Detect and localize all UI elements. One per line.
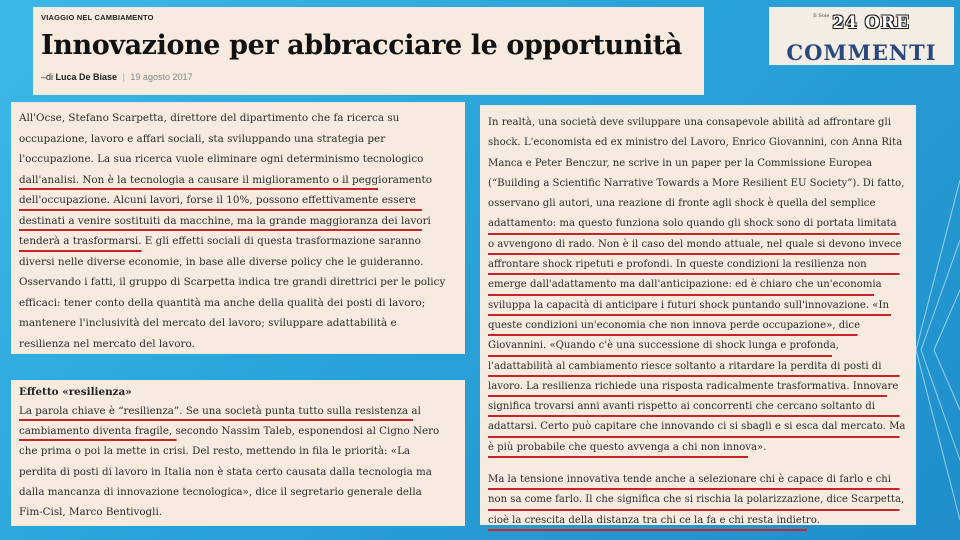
text-line: non sa come farlo. Il che significa che si rischia la polarizzazione, dice Scarpetta, [488, 490, 908, 510]
text-line: Manca e Peter Benczur, ne scrive in un paper per la Commissione Europea [488, 157, 873, 169]
text-line: adattamento: ma questo funziona solo quando gli shock sono di portata limitata [488, 214, 908, 234]
text-line: diversi nelle diverse economie, in base alle diverse policy che le guideranno. [19, 255, 424, 268]
text-line: dell'occupazione. Alcuni lavori, forse il 10%, possono effettivamente essere [19, 190, 457, 211]
text-line: l'adattabilità al cambiamento riesce soltanto a ritardare la perdita di posti di [488, 357, 908, 377]
text-line: occupazione, lavoro e affari sociali, sta sviluppando una strategia per [19, 132, 386, 145]
byline [41, 72, 704, 82]
text-line: emerge dall'adattamento ma dall'anticipazione: ed è chiaro che un'economia [488, 275, 908, 295]
section-kicker: VIAGGIO NEL CAMBIAMENTO [41, 13, 154, 22]
text-line: queste condizioni un'economia che non innova perde occupazione», dice [488, 316, 908, 336]
text-line: mantenere l'inclusività del mercato del lavoro; sviluppare adattabilità e [19, 317, 397, 329]
text-line: che prima o poi la mette in crisi. Del resto, mettendo in fila le priorità: «La [19, 445, 411, 458]
text-line: lavoro. La resilienza richiede una risposta radicalmente trasformativa. Innovare [488, 377, 908, 397]
text-line: affrontare shock ripetuti e profondi. In queste condizioni la resilienza non [488, 255, 908, 275]
text-line: dalla mancanza di innovazione tecnologica», dice il segretario generale della [19, 485, 422, 498]
paragraph-gap [488, 458, 908, 470]
text-line: dall'analisi. Non è la tecnologia a causare il miglioramento o il peggioramento [19, 170, 457, 191]
text-line: resilienza nel mercato del lavoro. [19, 337, 195, 350]
text-line: adattarsi. Certo può capitare che innovando ci si sbagli e si esca dal mercato. Ma [488, 417, 908, 437]
text-line: (“Building a Scientific Narrative Towards a More Resilient EU Society”). Di fatto, [488, 177, 905, 189]
text-line: La parola chiave è “resilienza”. Se una società punta tutto sulla resistenza al [19, 401, 457, 421]
text-line: è più probabile che questo avvenga a chi non innova». [488, 438, 908, 458]
text-line: perdita di posti di lavoro in Italia non è stata certo causata dalla tecnologia ma [19, 465, 432, 478]
subsection-body [19, 401, 457, 522]
text-line: o avvengono di rado. Non è il caso del mondo attuale, nel quale si devono invece [488, 235, 908, 255]
byline-prefix: –di [41, 72, 56, 82]
logo-section-text: COMMENTI [786, 40, 937, 65]
text-line: cioè la crescita della distanza tra chi ce la fa e chi resta indietro. [488, 511, 908, 531]
text-line: Osservando i fatti, il gruppo di Scarpetta indica tre grandi direttrici per le policy [19, 276, 446, 288]
text-line: In realtà, una società deve sviluppare una consapevole abilità ad affrontare gli [488, 117, 891, 128]
text-line: tenderà a trasformarsi. E gli effetti sociali di questa trasformazione saranno [19, 231, 457, 252]
article-header [33, 7, 704, 95]
decorative-lines [916, 120, 960, 540]
text-line: cambiamento diventa fragile, secondo Nassim Taleb, esponendosi al Cigno Nero [19, 421, 457, 441]
text-line: l'occupazione. La sua ricerca vuole eliminare ogni determinismo tecnologico [19, 153, 424, 165]
logo-small-text: Il Sole [813, 13, 830, 19]
text-line: Ma la tensione innovativa tende anche a selezionare chi è capace di farlo e chi [488, 470, 908, 490]
author-name: Luca De Biase [55, 72, 118, 82]
right-column-closing [488, 470, 908, 531]
text-line: osservano gli autori, una reazione di fronte agli shock è quella del semplice [488, 198, 876, 210]
text-line: sviluppa la capacità di anticipare i futuri shock puntando sull'innovazione. «In [488, 296, 908, 316]
publish-date: 19 agosto 2017 [130, 72, 193, 82]
text-line: destinati a venire sostituiti da macchine, ma la grande maggioranza dei lavori [19, 211, 457, 232]
article-excerpt-right [480, 105, 916, 525]
text-line: shock. L'economista ed ex ministro del Lavoro, Enrico Giovannini, con Anna Rita [488, 137, 903, 149]
text-line: significa trovarsi anni avanti rispetto ai concorrenti che cercano soltanto di [488, 397, 908, 417]
article-excerpt-left-top [11, 102, 465, 354]
text-line: Giovannini. «Quando c'è una successione di shock lunga e profonda, [488, 336, 908, 356]
logo-main-text: 24 ORE [832, 13, 910, 33]
right-column-body [488, 113, 908, 458]
article-excerpt-left-bottom [11, 380, 465, 526]
byline-separator: | [122, 72, 125, 82]
article-headline: Innovazione per abbracciare le opportunità [41, 30, 682, 61]
text-line: All'Ocse, Stefano Scarpetta, direttore del dipartimento che fa ricerca su [19, 112, 400, 124]
text-line: efficaci: tener conto della quantità ma anche della qualità dei posti di lavoro; [19, 296, 426, 309]
section-subhead: Effetto «resilienza» [19, 386, 132, 398]
newspaper-logo [769, 7, 954, 65]
text-line: Fim-Cisl, Marco Bentivogli. [19, 506, 163, 519]
